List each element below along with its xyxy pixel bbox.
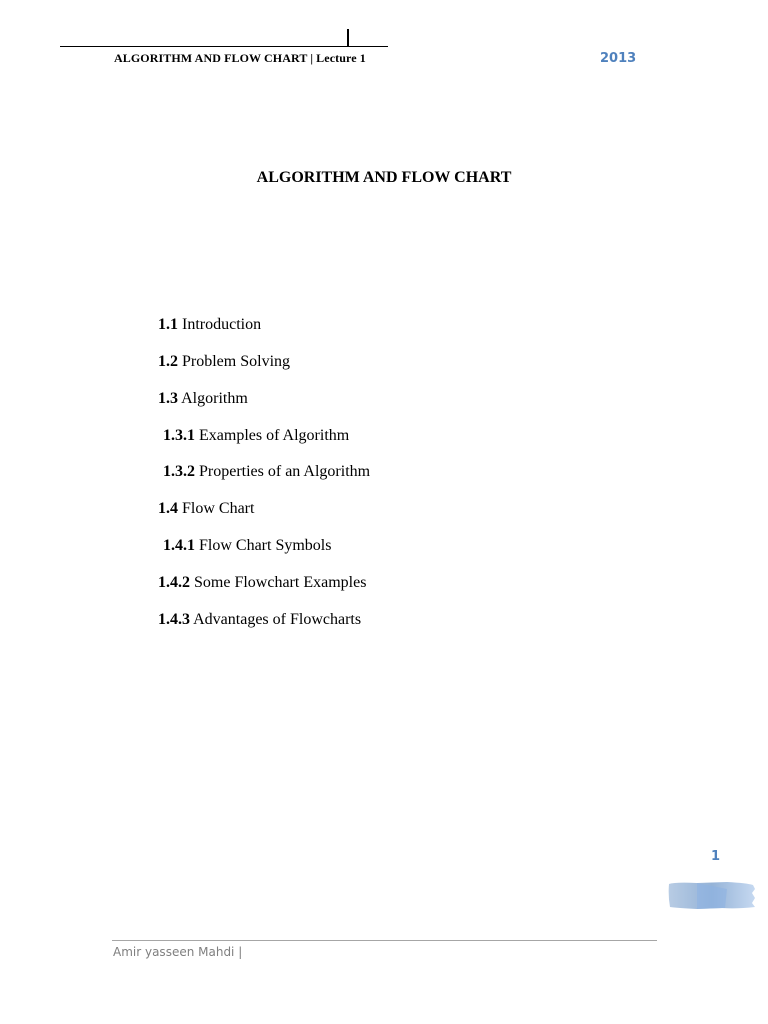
toc-text: Introduction (182, 316, 262, 333)
toc-number: 1.4.3 (158, 611, 190, 628)
toc-item (158, 574, 366, 592)
footer-author: Amir yasseen Mahdi | (113, 945, 243, 959)
footer-rule (112, 940, 657, 941)
header-year: 2013 (600, 51, 637, 66)
toc-item (158, 353, 290, 371)
toc-item (158, 611, 361, 629)
toc-number: 1.4 (158, 500, 178, 517)
toc-number: 1.1 (158, 316, 178, 333)
toc-item (158, 390, 248, 408)
toc-text: Advantages of Flowcharts (193, 611, 362, 628)
toc-text: Some Flowchart Examples (194, 574, 367, 591)
header-rule (60, 46, 388, 47)
header-tick (347, 29, 349, 46)
header-title: ALGORITHM AND FLOW CHART | Lecture 1 (114, 51, 366, 65)
toc-item (163, 537, 331, 555)
toc-text: Flow Chart Symbols (199, 537, 332, 554)
toc-number: 1.4.2 (158, 574, 190, 591)
toc-text: Examples of Algorithm (199, 427, 350, 444)
toc-item (158, 316, 261, 334)
page-decoration-graphic (667, 880, 757, 910)
toc-text: Problem Solving (182, 353, 291, 370)
toc-text: Flow Chart (182, 500, 255, 517)
toc-number: 1.3.2 (163, 463, 195, 480)
toc-item (163, 427, 349, 445)
page-number: 1 (711, 849, 721, 864)
toc-item (163, 463, 370, 481)
toc-number: 1.2 (158, 353, 178, 370)
toc-text: Properties of an Algorithm (199, 463, 371, 480)
toc-text: Algorithm (181, 390, 248, 407)
toc-number: 1.3 (158, 390, 178, 407)
toc-number: 1.3.1 (163, 427, 195, 444)
document-title: ALGORITHM AND FLOW CHART (256, 169, 512, 186)
toc-item (158, 500, 254, 518)
toc-number: 1.4.1 (163, 537, 195, 554)
